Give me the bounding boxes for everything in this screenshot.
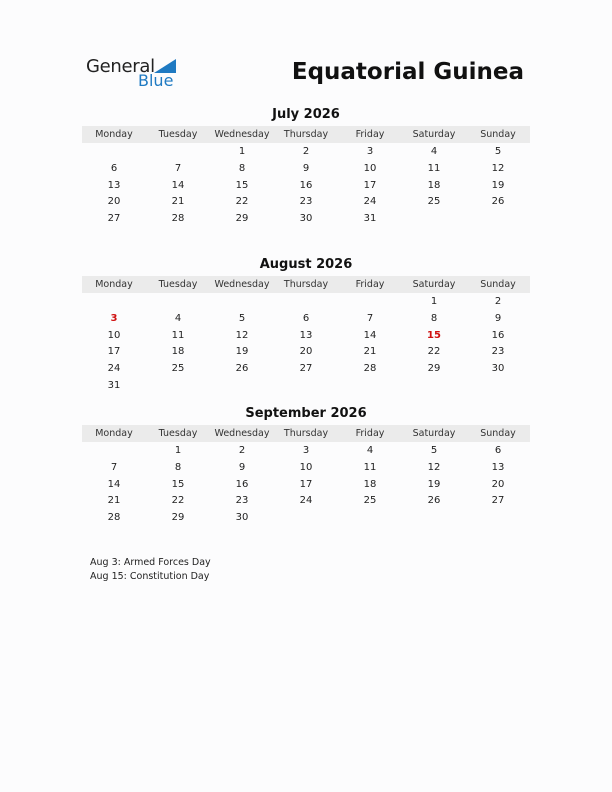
day-cell: 30 <box>299 213 313 225</box>
day-cell <box>274 294 338 311</box>
day-cell: 13 <box>491 461 505 473</box>
day-cell: 9 <box>238 461 246 473</box>
day-cell: 13 <box>107 179 121 191</box>
day-cell: 23 <box>299 196 313 208</box>
day-cell <box>338 378 402 395</box>
day-cell: 6 <box>302 312 310 324</box>
day-cell: 16 <box>299 179 313 191</box>
day-cell: 20 <box>491 478 505 490</box>
weekday-label: Sunday <box>480 428 516 439</box>
weekday-label: Thursday <box>283 428 329 439</box>
day-cell <box>338 294 402 311</box>
weekday-label: Friday <box>355 129 385 140</box>
day-cell: 31 <box>363 213 377 225</box>
day-cell: 22 <box>235 196 249 208</box>
day-cell: 23 <box>235 495 249 507</box>
day-cell <box>82 144 146 161</box>
day-cell: 27 <box>107 213 121 225</box>
day-cell: 7 <box>366 312 374 324</box>
weekday-label: Friday <box>355 279 385 290</box>
logo-text-blue: Blue <box>138 71 174 90</box>
day-cell <box>210 294 274 311</box>
day-cell: 31 <box>107 379 121 391</box>
day-cell <box>466 378 530 395</box>
day-cell: 15 <box>235 179 249 191</box>
day-cell: 11 <box>363 461 377 473</box>
weekday-label: Thursday <box>283 279 329 290</box>
weekday-label: Tuesday <box>158 129 198 140</box>
page-title: Equatorial Guinea <box>291 59 524 85</box>
week-row <box>82 211 530 228</box>
day-cell: 2 <box>302 146 310 157</box>
week-row <box>82 510 530 527</box>
week-row <box>82 328 530 345</box>
day-cell: 30 <box>491 363 505 375</box>
day-cell <box>338 510 402 527</box>
day-cell: 5 <box>494 146 502 157</box>
week-row <box>82 311 530 328</box>
day-cell <box>274 510 338 527</box>
day-cell <box>146 378 210 395</box>
day-cell: 20 <box>107 196 121 208</box>
weekday-label: Tuesday <box>158 279 198 290</box>
month-calendar <box>82 257 530 395</box>
day-cell: 9 <box>494 312 502 324</box>
weekday-label: Friday <box>355 428 385 439</box>
day-cell: 27 <box>299 363 313 375</box>
day-cell: 8 <box>238 162 246 174</box>
week-row <box>82 493 530 510</box>
day-cell: 6 <box>110 162 118 174</box>
week-row <box>82 344 530 361</box>
holiday-notes <box>90 556 211 584</box>
day-cell: 5 <box>238 312 246 324</box>
day-cell: 16 <box>491 329 505 341</box>
week-row <box>82 178 530 195</box>
day-cell: 2 <box>494 296 502 307</box>
weekday-header <box>82 425 530 442</box>
day-cell: 6 <box>494 445 502 456</box>
day-cell: 26 <box>491 196 505 208</box>
day-cell: 17 <box>363 179 377 191</box>
day-cell: 1 <box>430 296 438 307</box>
day-cell: 27 <box>491 495 505 507</box>
weekday-label: Monday <box>95 279 133 290</box>
day-cell: 4 <box>366 445 374 456</box>
holiday-note: Aug 3: Armed Forces Day <box>90 557 211 568</box>
day-cell: 4 <box>430 146 438 157</box>
weekday-label: Monday <box>95 129 133 140</box>
day-cell: 3 <box>302 445 310 456</box>
day-cell: 10 <box>299 461 313 473</box>
day-cell <box>466 510 530 527</box>
day-cell: 21 <box>107 495 121 507</box>
week-row <box>82 144 530 161</box>
day-cell <box>210 378 274 395</box>
day-cell: 29 <box>427 363 441 375</box>
day-cell: 28 <box>363 363 377 375</box>
day-cell: 10 <box>363 162 377 174</box>
day-cell: 8 <box>174 461 182 473</box>
weekday-label: Saturday <box>412 279 456 290</box>
month-title: August 2026 <box>259 257 353 272</box>
weekday-label: Sunday <box>480 129 516 140</box>
day-cell: 28 <box>107 512 121 524</box>
day-cell: 5 <box>430 445 438 456</box>
day-cell: 24 <box>107 363 121 375</box>
week-row <box>82 477 530 494</box>
week-row <box>82 361 530 378</box>
day-cell: 21 <box>363 346 377 358</box>
week-row <box>82 378 530 395</box>
day-cell: 11 <box>171 329 185 341</box>
day-cell: 29 <box>235 213 249 225</box>
day-cell: 14 <box>171 179 185 191</box>
day-cell: 1 <box>238 146 246 157</box>
day-cell: 26 <box>427 495 441 507</box>
week-row <box>82 161 530 178</box>
weekday-label: Thursday <box>283 129 329 140</box>
day-cell: 22 <box>171 495 185 507</box>
month-calendar <box>82 406 530 527</box>
day-cell: 24 <box>299 495 313 507</box>
day-cell: 18 <box>171 346 185 358</box>
day-cell: 4 <box>174 312 182 324</box>
logo <box>86 56 186 92</box>
weekday-header <box>82 276 530 293</box>
day-cell: 18 <box>427 179 441 191</box>
month-title: September 2026 <box>245 406 367 421</box>
day-cell: 15 <box>427 329 441 341</box>
day-cell: 11 <box>427 162 441 174</box>
day-cell: 19 <box>427 478 441 490</box>
day-cell <box>402 378 466 395</box>
day-cell: 17 <box>107 346 121 358</box>
day-cell: 23 <box>491 346 505 358</box>
day-cell: 3 <box>110 312 118 324</box>
day-cell <box>82 294 146 311</box>
day-cell: 29 <box>171 512 185 524</box>
week-row <box>82 294 530 311</box>
day-cell <box>146 294 210 311</box>
logo-text-general: General <box>86 56 155 77</box>
day-cell: 8 <box>430 312 438 324</box>
day-cell: 25 <box>363 495 377 507</box>
day-cell: 16 <box>235 478 249 490</box>
day-cell: 20 <box>299 346 313 358</box>
day-cell <box>466 211 530 228</box>
weekday-label: Wednesday <box>214 279 270 290</box>
weekday-label: Sunday <box>480 279 516 290</box>
day-cell: 14 <box>363 329 377 341</box>
day-cell: 13 <box>299 329 313 341</box>
day-cell: 19 <box>491 179 505 191</box>
day-cell <box>146 144 210 161</box>
day-cell: 15 <box>171 478 185 490</box>
day-cell: 25 <box>427 196 441 208</box>
weekday-header <box>82 126 530 143</box>
day-cell: 10 <box>107 329 121 341</box>
weekday-label: Monday <box>95 428 133 439</box>
day-cell: 14 <box>107 478 121 490</box>
day-cell <box>402 510 466 527</box>
day-cell: 9 <box>302 162 310 174</box>
weekday-label: Wednesday <box>214 129 270 140</box>
day-cell: 18 <box>363 478 377 490</box>
day-cell: 25 <box>171 363 185 375</box>
weekday-label: Tuesday <box>158 428 198 439</box>
day-cell: 12 <box>491 162 505 174</box>
day-cell <box>274 378 338 395</box>
day-cell: 7 <box>174 162 182 174</box>
week-row <box>82 443 530 460</box>
day-cell: 3 <box>366 146 374 157</box>
day-cell <box>82 443 146 460</box>
month-title: July 2026 <box>272 107 340 122</box>
day-cell: 24 <box>363 196 377 208</box>
day-cell: 28 <box>171 213 185 225</box>
day-cell: 22 <box>427 346 441 358</box>
day-cell: 17 <box>299 478 313 490</box>
week-row <box>82 460 530 477</box>
day-cell: 30 <box>235 512 249 524</box>
week-row <box>82 194 530 211</box>
weekday-label: Saturday <box>412 129 456 140</box>
day-cell: 19 <box>235 346 249 358</box>
day-cell: 7 <box>110 461 118 473</box>
day-cell: 12 <box>427 461 441 473</box>
holiday-note: Aug 15: Constitution Day <box>90 571 210 582</box>
day-cell: 1 <box>174 445 182 456</box>
weekday-label: Saturday <box>412 428 456 439</box>
day-cell: 12 <box>235 329 249 341</box>
day-cell <box>402 211 466 228</box>
day-cell: 21 <box>171 196 185 208</box>
day-cell: 26 <box>235 363 249 375</box>
weekday-label: Wednesday <box>214 428 270 439</box>
month-calendar <box>82 107 530 228</box>
day-cell: 2 <box>238 445 246 456</box>
